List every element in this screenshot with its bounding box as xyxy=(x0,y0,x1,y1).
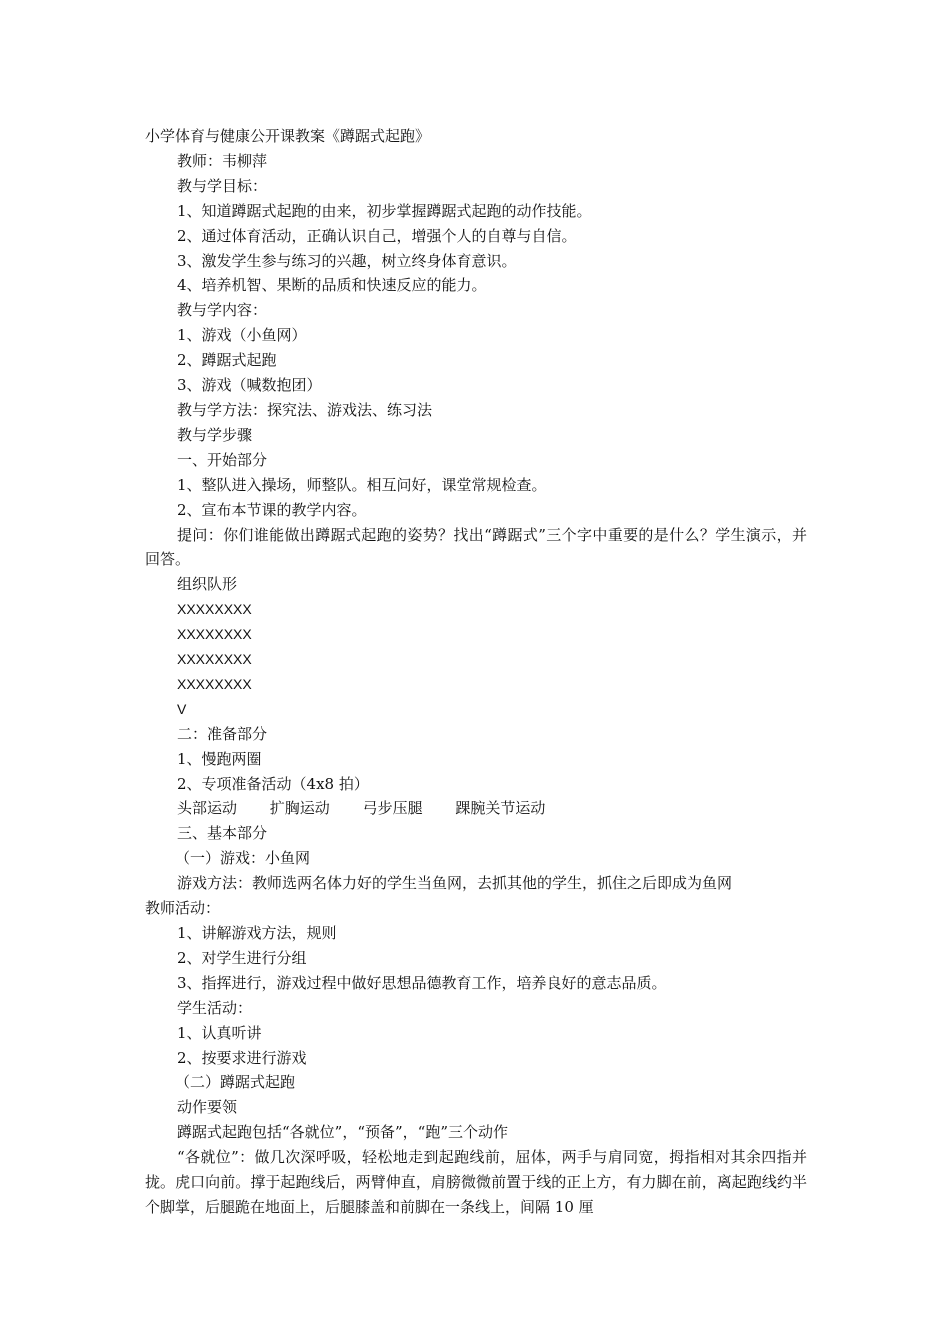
student-activity-item: 2、按要求进行游戏 xyxy=(177,1048,307,1067)
teacher-line: 教师：韦柳萍 xyxy=(177,151,268,170)
part3-heading: 三、基本部分 xyxy=(177,824,268,843)
formation-row: XXXXXXXX xyxy=(177,675,252,692)
part1-item: 1、整队进入操场，师整队。相互问好，课堂常规检查。 xyxy=(177,475,547,494)
essentials-heading: 动作要领 xyxy=(177,1098,238,1117)
game1-heading: （一）游戏：小鱼网 xyxy=(175,849,311,868)
part1-heading: 一、开始部分 xyxy=(177,450,268,469)
objectives-heading: 教与学目标： xyxy=(177,176,268,195)
steps-heading: 教与学步骤 xyxy=(177,425,253,444)
part2-item: 2、专项准备活动（4x8 拍） xyxy=(177,774,369,793)
part2-item: 1、慢跑两圈 xyxy=(177,749,262,768)
objective-item: 2、通过体育活动，正确认识自己，增强个人的自尊与自信。 xyxy=(177,226,577,245)
student-activity-heading: 学生活动： xyxy=(177,998,253,1017)
objective-item: 3、激发学生参与练习的兴趣，树立终身体育意识。 xyxy=(177,251,517,270)
document-title: 小学体育与健康公开课教案《蹲踞式起跑》 xyxy=(145,127,431,145)
objective-item: 1、知道蹲踞式起跑的由来，初步掌握蹲踞式起跑的动作技能。 xyxy=(177,201,592,220)
part3-2-heading: （二）蹲踞式起跑 xyxy=(175,1073,296,1092)
teacher-activity-item: 1、讲解游戏方法，规则 xyxy=(177,924,337,942)
part1-item: 2、宣布本节课的教学内容。 xyxy=(177,500,367,519)
teacher-activity-item: 3、指挥进行，游戏过程中做好思想品德教育工作，培养良好的意志品质。 xyxy=(177,973,667,992)
objective-item: 4、培养机智、果断的品质和快速反应的能力。 xyxy=(177,276,487,295)
formation-row: XXXXXXXX xyxy=(177,626,252,643)
formation-row: XXXXXXXX xyxy=(177,601,252,618)
game1-method: 游戏方法：教师选两名体力好的学生当鱼网，去抓其他的学生，抓住之后即成为鱼网 xyxy=(177,874,733,893)
content-item: 3、游戏（喊数抱团） xyxy=(177,376,322,395)
formation-teacher: V xyxy=(177,700,187,717)
formation-row: XXXXXXXX xyxy=(177,651,252,668)
document-body xyxy=(145,124,807,1220)
essentials-intro: 蹲踞式起跑包括“各就位”，“预备”，“跑”三个动作 xyxy=(177,1123,509,1142)
question-paragraph: 提问：你们谁能做出蹲踞式起跑的姿势？找出“蹲踞式”三个字中重要的是什么？学生演示，并回答。 xyxy=(145,525,807,569)
content-heading: 教与学内容： xyxy=(177,301,268,320)
warmup-item: 头部运动 xyxy=(177,799,238,818)
part2-heading: 二：准备部分 xyxy=(177,724,268,743)
student-activity-item: 1、认真听讲 xyxy=(177,1023,262,1042)
methods-line: 教与学方法：探究法、游戏法、练习法 xyxy=(177,400,433,419)
teacher-activity-heading: 教师活动： xyxy=(145,899,221,918)
on-your-marks-paragraph: “各就位”：做几次深呼吸，轻松地走到起跑线前，屈体，两手与肩同宽，拇指相对其余四指并拢。虎口向前。撑于起跑线后，两臂伸直，肩膀微微前置于线的正上方，有力脚在前，离起跑线约半个脚掌，后腿跪在地面上，后腿膝盖和前脚在一条线上，间隔 10 厘 xyxy=(145,1148,807,1216)
warmup-item: 踝腕关节运动 xyxy=(455,799,546,818)
formation-heading: 组织队形 xyxy=(177,575,238,594)
content-item: 1、游戏（小鱼网） xyxy=(177,326,307,345)
warmup-item: 弓步压腿 xyxy=(362,799,423,818)
content-item: 2、蹲踞式起跑 xyxy=(177,351,277,370)
warmup-item: 扩胸运动 xyxy=(269,799,330,818)
teacher-activity-item: 2、对学生进行分组 xyxy=(177,948,307,967)
warmup-list xyxy=(145,796,807,821)
